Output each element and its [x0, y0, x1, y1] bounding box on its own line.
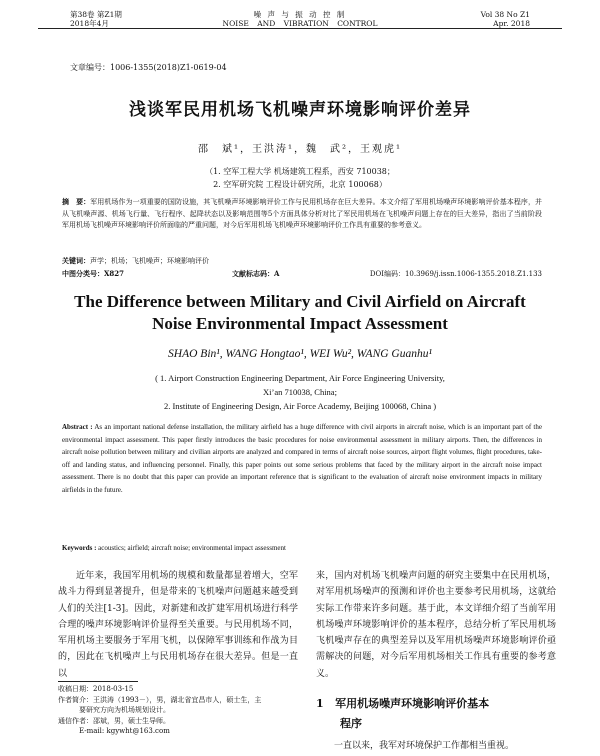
header-rule [38, 28, 562, 29]
section-1-first-line: 一直以来，我军对环境保护工作都相当重视。 [334, 741, 515, 751]
title-en-line: The Difference between Military and Civil Airfield on Aircraft [74, 292, 526, 311]
body-left-paragraph: 近年来，我国军用机场的规模和数量都显着增大，空军战斗力得到显著提升，但是带来的飞机噪声问题越来越受到人们的关注[1-3]。因此，对新建和改扩建军用机场进行科学合理的噪声环境影响评价显得至关重要。与民用机场不同，军用机场主要服务于军用飞机，以保障军事训练和作战为目的，因此在飞机噪声上与民用机场存在很大差异。但是一直以 [58, 571, 298, 679]
abstract-cn [62, 196, 542, 232]
keywords-en-text: acoustics; airfield; aircraft noise; environmental impact assessment [96, 544, 286, 552]
header-journal-cn: 噪 声 与 振 动 控 制 [253, 10, 347, 19]
authors-en: SHAO Bin¹, WANG Hongtao¹, WEI Wu², WANG Guanhu¹ [168, 348, 432, 360]
section-title-line: 程序 [340, 717, 362, 730]
keywords-cn-text: 声学；机场；飞机噪声；环境影响评价 [90, 257, 209, 265]
header-date-cn: 2018年4月 [70, 19, 109, 28]
header-journal-en: NOISE AND VIBRATION CONTROL [222, 19, 378, 28]
footnote [58, 684, 303, 737]
abstract-cn-label: 摘 要： [62, 197, 91, 206]
footnote-corresponding: 通信作者：邵斌，男，硕士生导师。 [58, 716, 170, 725]
affiliation-en-line: Xi’an 710038, China; [263, 387, 337, 397]
header-volume-cn: 第38卷 第Z1期 [70, 10, 122, 19]
keywords-en-label: Keywords : [62, 544, 97, 552]
footnote-email: E-mail: kgywht@163.com [79, 727, 170, 735]
affiliation-cn-line: （1. 空军工程大学 机场建筑工程系，西安 710038； [205, 167, 395, 176]
article-number: 文章编号：1006-1355(2018)Z1-0619-04 [70, 63, 227, 72]
keywords-cn [62, 255, 542, 268]
affiliation-cn-line: 2. 空军研究院 工程设计研究所，北京 100068） [213, 180, 387, 189]
abstract-en-text: As an important national defense installation, the military airfield has a huge difference with civil airports in aircraft noise, which is an important part of the environmental impact assessment. This paper firstly introduces the basic procedures for noise environmental assessment in military airports. Then, the differences in aircraft noise pollution between military and civilian airports are analyzed and compared in terms of aircraft noise sources, airport flight volumes, flight procedures, take-off and landing status, and influencing personnel. Finally, this paper points out some serious problems that faced by the military airport in the aircraft noise impact assessment. There is no doubt that this paper can provide an important reference that is significant to the evaluation of aircraft noise environment impacts in military airfields in the future. [62, 423, 542, 494]
abstract-cn-text: 军用机场作为一项重要的国防设施，其飞机噪声环境影响评价工作与民用机场存在巨大差异。本文介绍了军用机场噪声环境影响评价基本程序，并从飞机噪声源、机场飞行量、飞行程序、起降状态以及影响范围等5个方面具体分析对比了军民用机场在飞机噪声问题上存在的巨大差异，指出了当前阶段军用机场飞机噪声环境影响评价所面临的严重问题，对今后军用机场飞机噪声环境影响评价工作具有重要的参考意义。 [62, 198, 543, 229]
footnote-bio-cont: 要研究方向为机场规划设计。 [79, 706, 170, 714]
footnote-bio: 作者简介：王洪涛（1993－），男，湖北省宜昌市人，硕士生，主 [58, 695, 262, 704]
header-volume-en: Vol 38 No Z1 [480, 10, 530, 19]
body-right-paragraph: 来，国内对机场飞机噪声问题的研究主要集中在民用机场，对军用机场噪声的预测和评价也主要参考民用机场，这就给实际工作带来许多问题。基于此，本文详细介绍了当前军用机场噪声环境影响评价的基本程序，总结分析了军民用机场飞机噪声存在的典型差异以及军用机场噪声环境影响评价亟需解决的问题，对今后军用机场相关工作具有重要的参考意义。 [316, 571, 556, 679]
clc-number: 中图分类号：X827 [62, 269, 125, 278]
affiliation-cn [0, 165, 600, 191]
title-en [0, 291, 600, 335]
title-en-line: Noise Environmental Impact Assessment [152, 314, 448, 333]
affiliation-en [0, 371, 600, 413]
keywords-en [62, 542, 542, 555]
keywords-cn-label: 关键词： [62, 256, 90, 265]
abstract-en-label: Abstract : [62, 423, 93, 431]
section-title-line: 军用机场噪声环境影响评价基本 [335, 697, 490, 710]
section-1-heading [316, 694, 556, 734]
footnote-rule [58, 681, 138, 682]
doi: DOI编码：10.3969/j.issn.1006-1355.2018.Z1.133 [369, 270, 542, 278]
affiliation-en-line: 2. Institute of Engineering Design, Air Force Academy, Beijing 100068, China ) [163, 401, 437, 411]
affiliation-en-line: ( 1. Airport Construction Engineering Department, Air Force Engineering University, [155, 373, 445, 383]
document-code: 文献标志码：A [232, 269, 280, 278]
title-cn: 浅谈军民用机场飞机噪声环境影响评价差异 [129, 100, 471, 120]
footnote-received: 收稿日期：2018-03-15 [58, 685, 134, 693]
section-number: 1 [316, 697, 324, 710]
header-date-en: Apr. 2018 [493, 19, 530, 28]
abstract-en [62, 421, 542, 497]
authors-cn: 邵 斌¹，王洪涛¹，魏 武²，王观虎¹ [197, 144, 403, 155]
